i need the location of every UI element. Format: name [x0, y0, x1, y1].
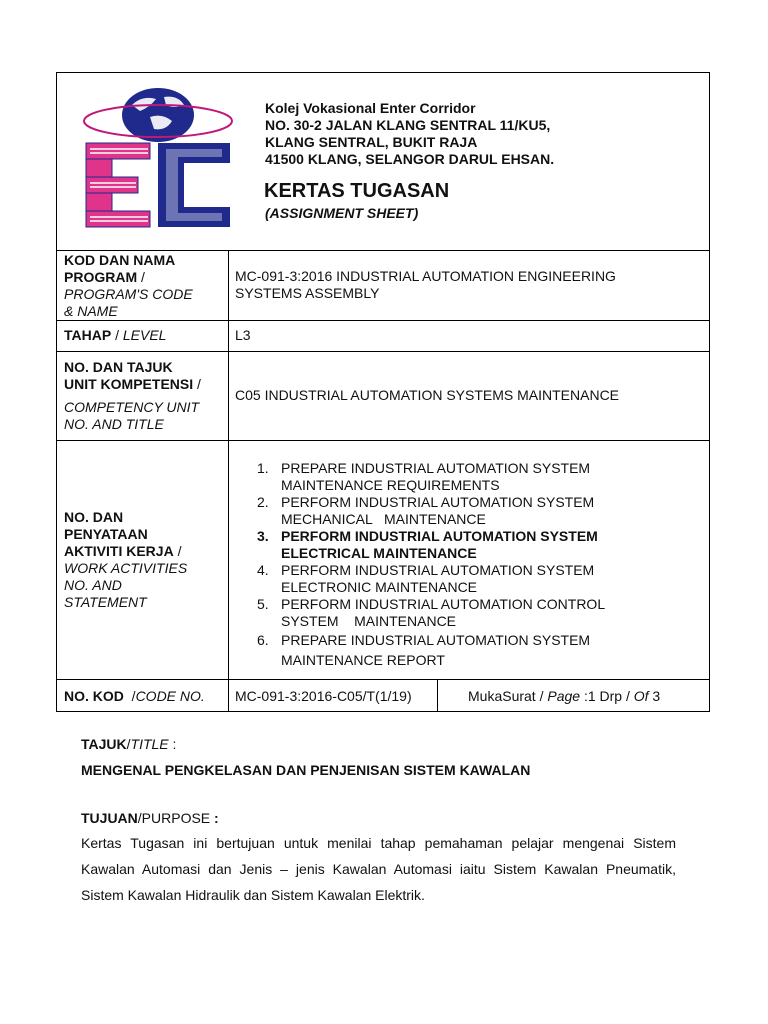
list-item: 6. PREPARE INDUSTRIAL AUTOMATION SYSTEM MAINTENANCE REPORT	[257, 632, 591, 668]
list-item: 1. PREPARE INDUSTRIAL AUTOMATION SYSTEM MAINTENANCE REQUIREMENTS	[257, 460, 591, 493]
unit-value: C05 INDUSTRIAL AUTOMATION SYSTEMS MAINTENANCE	[235, 387, 620, 403]
address-line: KLANG SENTRAL, BUKIT RAJA	[265, 134, 478, 150]
code-value: MC-091-3:2016-C05/T(1/19)	[235, 688, 412, 704]
row-divider	[56, 440, 710, 441]
title-label: TAJUK/TITLE :	[81, 736, 177, 752]
work-activities-list	[235, 460, 675, 670]
college-address	[265, 100, 554, 168]
row-divider	[56, 320, 710, 321]
document-title: KERTAS TUGASAN	[264, 180, 450, 202]
row-divider	[56, 679, 710, 680]
list-item: 3. PERFORM INDUSTRIAL AUTOMATION SYSTEM ELECTRICAL MAINTENANCE	[257, 528, 598, 561]
code-label: NO. KOD /CODE NO.	[64, 688, 205, 704]
page-indicator: MukaSurat / Page :1 Drp / Of 3	[468, 688, 661, 704]
program-value: MC-091-3:2016 INDUSTRIAL AUTOMATION ENGINEERING SYSTEMS ASSEMBLY	[235, 268, 616, 301]
column-divider	[228, 250, 229, 712]
list-item: 2. PERFORM INDUSTRIAL AUTOMATION SYSTEM MECHANICAL MAINTENANCE	[257, 494, 595, 527]
list-item: 4. PERFORM INDUSTRIAL AUTOMATION SYSTEM ELECTRONIC MAINTENANCE	[257, 562, 595, 595]
address-line: 41500 KLANG, SELANGOR DARUL EHSAN.	[265, 151, 555, 167]
college-logo	[80, 83, 240, 238]
college-name: Kolej Vokasional Enter Corridor	[265, 100, 476, 116]
activities-label: NO. DAN PENYATAAN AKTIVITI KERJA / WORK ACTIVITIES NO. AND STATEMENT	[64, 509, 188, 610]
column-divider	[437, 679, 438, 712]
list-item: 5. PERFORM INDUSTRIAL AUTOMATION CONTROL SYSTEM MAINTENANCE	[257, 596, 606, 629]
purpose-label: TUJUAN/PURPOSE :	[81, 810, 219, 826]
row-divider	[56, 250, 710, 251]
document-subtitle: (ASSIGNMENT SHEET)	[265, 205, 419, 221]
level-label: TAHAP / LEVEL	[64, 327, 167, 343]
purpose-paragraph: Kertas Tugasan ini bertujuan untuk menilai tahap pemahaman pelajar mengenai Sistem Kawalan Automasi dan Jenis – jenis Kawalan Automasi iaitu Sistem Kawalan Pneumatik, Sistem Kawalan Hidraulik dan Sistem Kawalan Elektrik.	[81, 835, 676, 903]
program-label: KOD DAN NAMA PROGRAM / PROGRAM'S CODE & NAME	[64, 252, 193, 319]
unit-label: NO. DAN TAJUK UNIT KOMPETENSI / COMPETENCY UNIT NO. AND TITLE	[64, 359, 201, 432]
address-line: NO. 30-2 JALAN KLANG SENTRAL 11/KU5,	[265, 117, 551, 133]
level-value: L3	[235, 327, 251, 343]
assignment-title: MENGENAL PENGKELASAN DAN PENJENISAN SISTEM KAWALAN	[81, 762, 531, 778]
row-divider	[56, 351, 710, 352]
